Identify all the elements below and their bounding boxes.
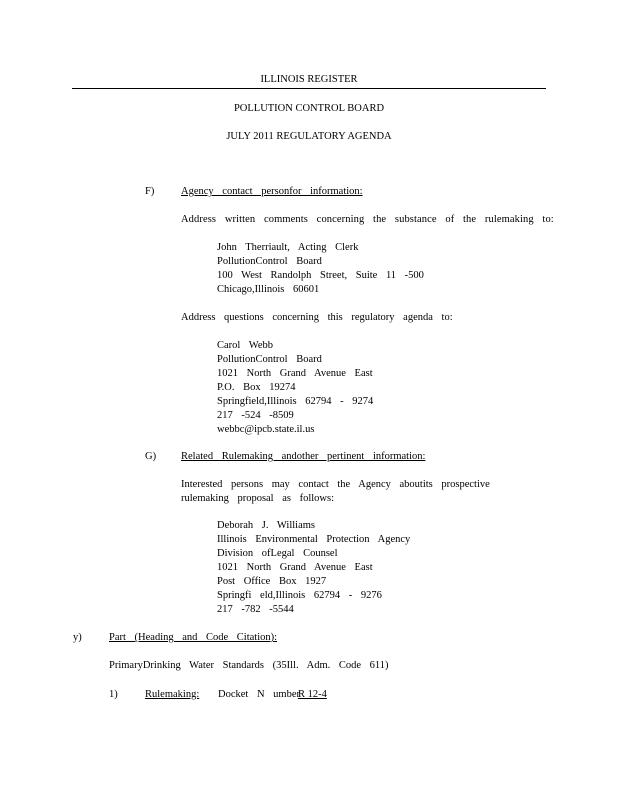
part-title: PrimaryDrinking Water Standards (35Ill. Adm. Code 611) bbox=[109, 660, 389, 671]
section-g-label: G) bbox=[145, 451, 157, 462]
contact-line: 100 West Randolph Street, Suite 11 -500 bbox=[217, 270, 424, 281]
rulemaking-label: Rulemaking: bbox=[145, 689, 200, 700]
contact-line: 1021 North Grand Avenue East bbox=[217, 368, 373, 379]
header-rule bbox=[72, 88, 546, 89]
contact-line: Springfi eld,Illinois 62794 - 9276 bbox=[217, 590, 382, 601]
interest-line-2: rulemaking proposal as follows: bbox=[181, 493, 335, 504]
section-g-heading: Related Rulemaking andother pertinent information: bbox=[181, 451, 426, 462]
docket-number: R 12-4 bbox=[298, 689, 327, 700]
section-y-label: y) bbox=[73, 632, 82, 643]
register-title: ILLINOIS REGISTER bbox=[260, 74, 358, 85]
contact-block-clerk bbox=[217, 241, 424, 297]
contact-line: 217 -524 -8509 bbox=[217, 410, 294, 421]
contact-line: Springfield,Illinois 62794 - 9274 bbox=[217, 396, 374, 407]
address-questions-instruction: Address questions concerning this regulatory agenda to: bbox=[181, 312, 453, 323]
contact-line: 1021 North Grand Avenue East bbox=[217, 562, 373, 573]
contact-line: Post Office Box 1927 bbox=[217, 576, 327, 587]
agenda-title: JULY 2011 REGULATORY AGENDA bbox=[226, 131, 392, 142]
item-number: 1) bbox=[109, 689, 118, 700]
section-f-label: F) bbox=[145, 186, 155, 197]
contact-line: PollutionControl Board bbox=[217, 354, 322, 365]
section-y-heading: Part (Heading and Code Citation): bbox=[109, 632, 278, 643]
contact-line: John Therriault, Acting Clerk bbox=[217, 242, 359, 253]
docket-text: Docket N umber bbox=[218, 689, 300, 700]
contact-line: PollutionControl Board bbox=[217, 256, 322, 267]
contact-line: 217 -782 -5544 bbox=[217, 604, 294, 615]
contact-email: webbc@ipcb.state.il.us bbox=[217, 424, 315, 435]
contact-line: P.O. Box 19274 bbox=[217, 382, 296, 393]
address-written-instruction: Address written comments concerning the substance of the rulemaking to: bbox=[181, 214, 554, 225]
contact-line: Deborah J. Williams bbox=[217, 520, 315, 531]
contact-line: Chicago,Illinois 60601 bbox=[217, 284, 320, 295]
section-f-heading: Agency contact personfor information: bbox=[181, 186, 363, 197]
contact-line: Division ofLegal Counsel bbox=[217, 548, 338, 559]
contact-line: Illinois Environmental Protection Agency bbox=[217, 534, 411, 545]
contact-block-webb bbox=[217, 339, 373, 437]
interest-line-1: Interested persons may contact the Agency aboutits prospective bbox=[181, 479, 490, 490]
board-name: POLLUTION CONTROL BOARD bbox=[233, 103, 385, 114]
contact-line: Carol Webb bbox=[217, 340, 273, 351]
contact-block-williams bbox=[217, 519, 410, 617]
